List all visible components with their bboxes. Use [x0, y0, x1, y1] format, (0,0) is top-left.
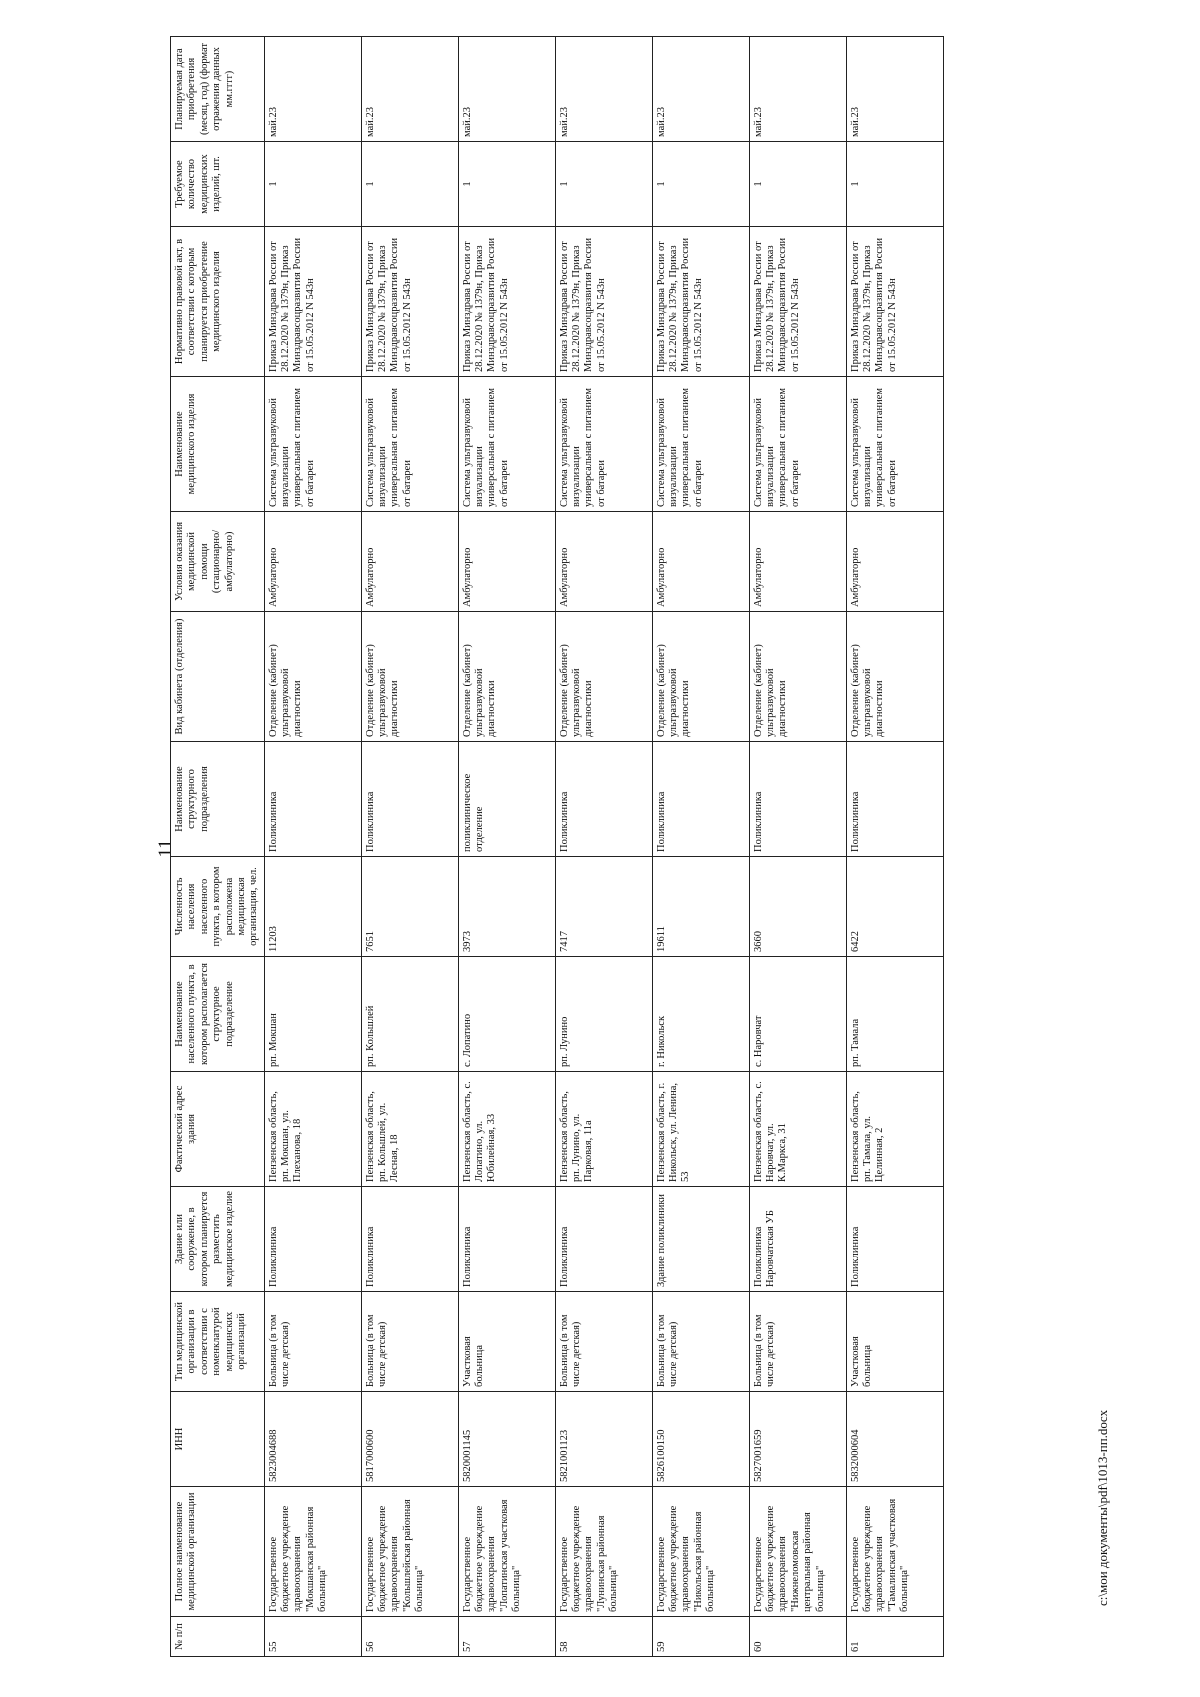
table-cell: Приказ Минздрава России от 28.12.2020 № 1379н, Приказ Минздравсоцразвития России от 15.05.2012 N 543н	[361, 227, 458, 377]
table-cell: Больница (в том числе детская)	[361, 1292, 458, 1392]
table-cell: Приказ Минздрава России от 28.12.2020 № 1379н, Приказ Минздравсоцразвития России от 15.05.2012 N 543н	[846, 227, 943, 377]
table-cell: 1	[846, 142, 943, 227]
table-cell: Поликлиника	[264, 1187, 361, 1292]
table-cell: Поликлиника	[361, 742, 458, 857]
table-cell: Амбулаторно	[652, 512, 749, 612]
table-cell: Амбулаторно	[458, 512, 555, 612]
table-cell: Система ультразвуковой визуализации универсальная с питанием от батареи	[749, 377, 846, 512]
table-cell: 3660	[749, 857, 846, 957]
page-number: 11	[155, 839, 176, 858]
table-cell: 60	[749, 1617, 846, 1657]
table-body	[264, 37, 943, 1657]
table-row	[458, 37, 555, 1657]
table-cell: Поликлиника	[555, 1187, 652, 1292]
table-cell: 55	[264, 1617, 361, 1657]
equipment-table	[170, 36, 944, 1657]
table-cell: Система ультразвуковой визуализации универсальная с питанием от батареи	[846, 377, 943, 512]
table-cell: 5823004688	[264, 1392, 361, 1487]
table-cell: Пензенская область, рп. Тамала, ул. Целинная, 2	[846, 1072, 943, 1187]
table-cell: Поликлиника	[458, 1187, 555, 1292]
table-cell: Амбулаторно	[555, 512, 652, 612]
table-cell: Больница (в том числе детская)	[652, 1292, 749, 1392]
table-cell: Приказ Минздрава России от 28.12.2020 № 1379н, Приказ Минздравсоцразвития России от 15.05.2012 N 543н	[652, 227, 749, 377]
table-cell: 3973	[458, 857, 555, 957]
table-cell: Здание поликлиники	[652, 1187, 749, 1292]
table-cell: Система ультразвуковой визуализации универсальная с питанием от батареи	[361, 377, 458, 512]
table-cell: Приказ Минздрава России от 28.12.2020 № 1379н, Приказ Минздравсоцразвития России от 15.05.2012 N 543н	[749, 227, 846, 377]
table-cell: рп. Кольшлей	[361, 957, 458, 1072]
table-cell: 5820001145	[458, 1392, 555, 1487]
table-cell: с. Лопатино	[458, 957, 555, 1072]
table-cell: Отделение (кабинет) ультразвуковой диагностики	[749, 612, 846, 742]
table-cell: 1	[652, 142, 749, 227]
table-cell: Поликлиника	[361, 1187, 458, 1292]
table-row	[264, 37, 361, 1657]
table-cell: Пензенская область, г. Никольск, ул. Ленина, 53	[652, 1072, 749, 1187]
table-cell: Отделение (кабинет) ультразвуковой диагностики	[264, 612, 361, 742]
table-cell: май.23	[555, 37, 652, 142]
header-cell: Условия оказания медицинской помощи (стационарно/амбулаторно)	[171, 512, 265, 612]
table-cell: поликлиническое отделение	[458, 742, 555, 857]
table-row	[749, 37, 846, 1657]
table-cell: май.23	[749, 37, 846, 142]
table-cell: 5821001123	[555, 1392, 652, 1487]
table-cell: май.23	[458, 37, 555, 142]
table-cell: Приказ Минздрава России от 28.12.2020 № 1379н, Приказ Минздравсоцразвития России от 15.05.2012 N 543н	[555, 227, 652, 377]
table-cell: 5826100150	[652, 1392, 749, 1487]
table-row	[555, 37, 652, 1657]
table-header-row	[171, 37, 265, 1657]
table-cell: рп. Тамала	[846, 957, 943, 1072]
table-cell: Поликлиника	[846, 742, 943, 857]
table-cell: Система ультразвуковой визуализации универсальная с питанием от батареи	[458, 377, 555, 512]
header-cell: Требуемое количество медицинских изделий, шт.	[171, 142, 265, 227]
header-cell: Наименование медицинского изделия	[171, 377, 265, 512]
header-cell: Полное наименование медицинской организации	[171, 1487, 265, 1617]
table-cell: рп. Лунино	[555, 957, 652, 1072]
table-cell: Больница (в том числе детская)	[264, 1292, 361, 1392]
header-cell: Нормативно правовой акт, в соответствии с которым планируется приобретение медицинского изделия	[171, 227, 265, 377]
table-cell: Государственное бюджетное учреждение здравоохранения "Нижнеломовская центральная районная больница"	[749, 1487, 846, 1617]
table-cell: 57	[458, 1617, 555, 1657]
table-cell: май.23	[361, 37, 458, 142]
table-cell: Система ультразвуковой визуализации универсальная с питанием от батареи	[264, 377, 361, 512]
table-cell: Амбулаторно	[361, 512, 458, 612]
table-cell: Приказ Минздрава России от 28.12.2020 № 1379н, Приказ Минздравсоцразвития России от 15.05.2012 N 543н	[264, 227, 361, 377]
table-cell: Отделение (кабинет) ультразвуковой диагностики	[846, 612, 943, 742]
table-cell: Государственное бюджетное учреждение здравоохранения "Мокшанская районная больница"	[264, 1487, 361, 1617]
table-cell: Участковая больница	[458, 1292, 555, 1392]
table-cell: май.23	[846, 37, 943, 142]
table-cell: с. Наровчат	[749, 957, 846, 1072]
table-cell: Государственное бюджетное учреждение здравоохранения "Лунинская районная больница"	[555, 1487, 652, 1617]
table-cell: Амбулаторно	[749, 512, 846, 612]
table-cell: 59	[652, 1617, 749, 1657]
table-cell: 58	[555, 1617, 652, 1657]
table-cell: Приказ Минздрава России от 28.12.2020 № 1379н, Приказ Минздравсоцразвития России от 15.05.2012 N 543н	[458, 227, 555, 377]
table-cell: Система ультразвуковой визуализации универсальная с питанием от батареи	[652, 377, 749, 512]
table-cell: Государственное бюджетное учреждение здравоохранения "Никольская районная больница"	[652, 1487, 749, 1617]
table-cell: г. Никольск	[652, 957, 749, 1072]
table-cell: Поликлиника	[264, 742, 361, 857]
table-cell: Пензенская область, с. Наровчат, ул. К.Маркса, 31	[749, 1072, 846, 1187]
table-row	[361, 37, 458, 1657]
header-cell: Тип медицинской организации в соответствии с номенклатурой медицинских организаций	[171, 1292, 265, 1392]
table-cell: Пензенская область, с. Лопатино, ул. Юбилейная, 33	[458, 1072, 555, 1187]
table-row	[846, 37, 943, 1657]
table-cell: Поликлиника	[749, 742, 846, 857]
header-cell: Здание или сооружение, в котором планируется разместить медицинское изделие	[171, 1187, 265, 1292]
header-cell: ИНН	[171, 1392, 265, 1487]
header-cell: Численность населения населенного пункта, в котором расположена медицинская организация, чел.	[171, 857, 265, 957]
table-cell: Государственное бюджетное учреждение здравоохранения "Тамалинская участковая больница"	[846, 1487, 943, 1617]
table-cell: Государственное бюджетное учреждение здравоохранения "Лопатинская участковая больница"	[458, 1487, 555, 1617]
table-cell: 5832000604	[846, 1392, 943, 1487]
table-cell: май.23	[264, 37, 361, 142]
table-row	[652, 37, 749, 1657]
table-cell: Больница (в том числе детская)	[555, 1292, 652, 1392]
header-cell: Планируемая дата приобретения (месяц, год) (формат отражения данных мм.гггг)	[171, 37, 265, 142]
table-cell: Отделение (кабинет) ультразвуковой диагностики	[458, 612, 555, 742]
table-cell: 7417	[555, 857, 652, 957]
table-cell: Государственное бюджетное учреждение здравоохранения "Кольшлейская районная больница"	[361, 1487, 458, 1617]
table-cell: 19611	[652, 857, 749, 957]
table-cell: Отделение (кабинет) ультразвуковой диагностики	[652, 612, 749, 742]
table-cell: Пензенская область, рп. Кольшлей, ул. Лесная, 18	[361, 1072, 458, 1187]
table-cell: Отделение (кабинет) ультразвуковой диагностики	[361, 612, 458, 742]
table-cell: 6422	[846, 857, 943, 957]
table-cell: Поликлиника	[555, 742, 652, 857]
table-cell: Амбулаторно	[846, 512, 943, 612]
table-cell: 1	[361, 142, 458, 227]
table-cell: май.23	[652, 37, 749, 142]
table-cell: Пензенская область, рп. Лунино, ул. Парковая, 11а	[555, 1072, 652, 1187]
table-cell: Поликлиника	[846, 1187, 943, 1292]
header-cell: Наименование населенного пункта, в котором располагается структурное подразделение	[171, 957, 265, 1072]
table-cell: Пензенская область, рп. Мокшан, ул. Плеханова, 18	[264, 1072, 361, 1187]
table-cell: Больница (в том числе детская)	[749, 1292, 846, 1392]
table-cell: 1	[749, 142, 846, 227]
table-cell: Амбулаторно	[264, 512, 361, 612]
table-cell: Отделение (кабинет) ультразвуковой диагностики	[555, 612, 652, 742]
table-cell: Поликлиника Наровчатская УБ	[749, 1187, 846, 1292]
table-cell: Участковая больница	[846, 1292, 943, 1392]
table-cell: 11203	[264, 857, 361, 957]
table-cell: 56	[361, 1617, 458, 1657]
header-cell: Наименование структурного подразделения	[171, 742, 265, 857]
table-cell: 61	[846, 1617, 943, 1657]
table-cell: 1	[555, 142, 652, 227]
header-cell: Фактический адрес здания	[171, 1072, 265, 1187]
table-cell: Система ультразвуковой визуализации универсальная с питанием от батареи	[555, 377, 652, 512]
table-cell: 1	[264, 142, 361, 227]
file-path-footer: c:\мои документы\pdf\1013-пп.docx	[1095, 1409, 1110, 1606]
table-cell: 5817000600	[361, 1392, 458, 1487]
table-cell: 5827001659	[749, 1392, 846, 1487]
table-cell: 7651	[361, 857, 458, 957]
table-cell: 1	[458, 142, 555, 227]
table-cell: рп. Мокшан	[264, 957, 361, 1072]
table-cell: Поликлиника	[652, 742, 749, 857]
header-cell: Вид кабинета (отделения)	[171, 612, 265, 742]
header-cell: № п/п	[171, 1617, 265, 1657]
